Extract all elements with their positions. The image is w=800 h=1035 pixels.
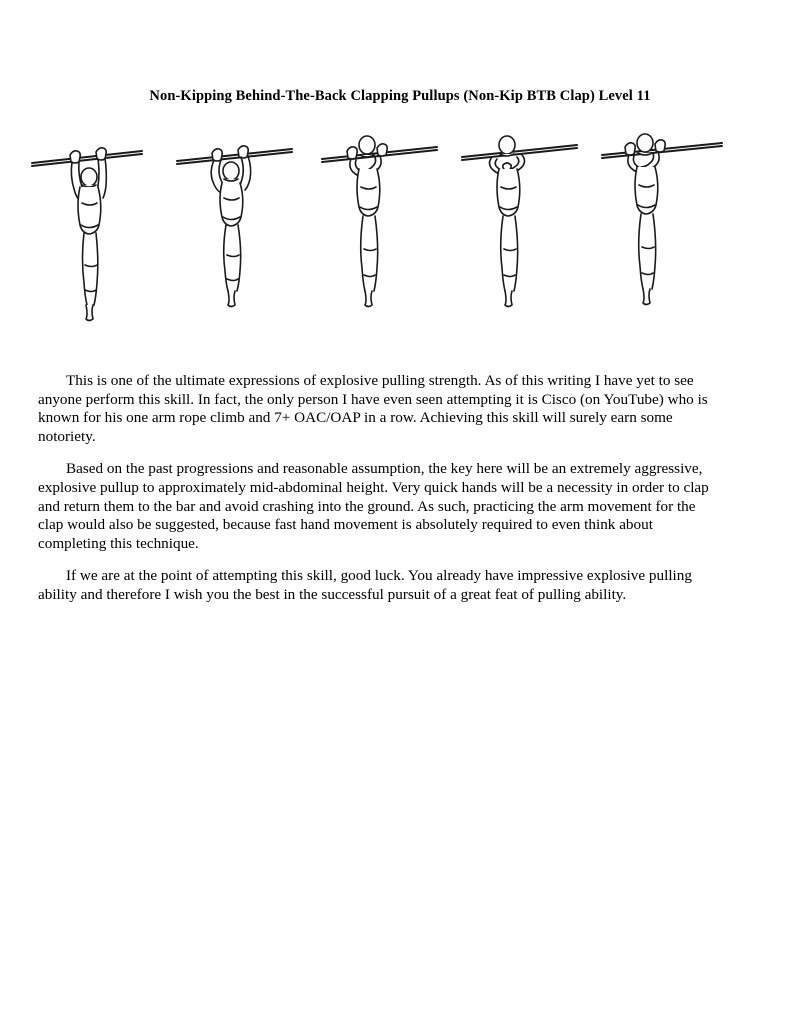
frame-2-initial-pull (177, 146, 292, 307)
frame-5-recatch (602, 134, 722, 305)
exercise-figure-sequence (22, 125, 782, 350)
paragraph-3: If we are at the point of attempting this skill, good luck. You already have impressive explosive pulling ability and therefore I wish you the best in the successful pursuit of a great feat of pulling ability. (38, 567, 692, 603)
frame-1-dead-hang (32, 148, 142, 321)
frame-3-high-pull (322, 136, 437, 307)
paragraph-1: This is one of the ultimate expressions of explosive pulling strength. As of this writing I have yet to see anyone perform this skill. In fact, the only person I have even seen attempting it is Cisco (on YouTube) who is known for his one arm rope climb and 7+ OAC/OAP in a row. Achieving this skill will surely earn some notoriety. (38, 372, 708, 445)
frame-4-clap-behind-back (462, 136, 577, 307)
page-title: Non-Kipping Behind-The-Back Clapping Pullups (Non-Kip BTB Clap) Level 11 (149, 88, 651, 104)
article-body (38, 372, 724, 605)
paragraph-2: Based on the past progressions and reasonable assumption, the key here will be an extremely aggressive, explosive pullup to approximately mid-abdominal height. Very quick hands will be a necessity in order to clap and return them to the bar and avoid crashing into the ground. As such, practicing the arm movement for the clap would also be suggested, because fast hand movement is absolutely required to even think about completing this technique. (38, 460, 709, 552)
figure-illustration (22, 125, 782, 350)
